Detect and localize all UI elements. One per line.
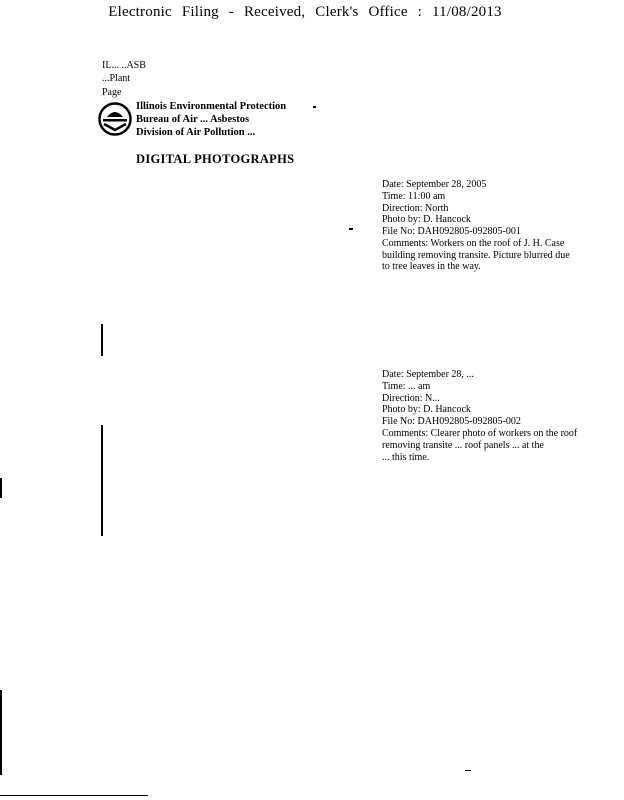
photo1-time: Time: 11:00 am bbox=[382, 191, 446, 202]
photo2-time: Time: ... am bbox=[382, 381, 431, 392]
page-footer-line bbox=[0, 795, 148, 796]
photo1-comments-3: to tree leaves in the way. bbox=[382, 261, 481, 272]
scan-speck bbox=[349, 228, 353, 230]
scan-speck-bottom bbox=[465, 770, 471, 771]
photo1-direction: Direction: North bbox=[382, 203, 449, 214]
agency-name-line-2: Bureau of Air ... Asbestos bbox=[136, 114, 250, 125]
top-left-line-3: Page bbox=[102, 87, 122, 98]
photo2-comments-3: ... this time. bbox=[382, 452, 430, 463]
scan-speck-top bbox=[313, 106, 316, 108]
photo1-comments-1: Comments: Workers on the roof of J. H. Case bbox=[382, 238, 565, 249]
photo2-comments-1: Comments: Clearer photo of workers on the roof bbox=[382, 428, 578, 439]
photo2-file-no: File No: DAH092805-092805-002 bbox=[382, 416, 521, 427]
photo1-photographer: Photo by: D. Hancock bbox=[382, 214, 471, 225]
agency-name-line-3: Division of Air Pollution ... bbox=[136, 127, 256, 138]
section-title: DIGITAL PHOTOGRAPHS bbox=[136, 152, 295, 166]
top-left-line-2: ...Plant bbox=[102, 73, 131, 84]
scan-edge-mark bbox=[0, 478, 2, 498]
filing-stamp-header: Electronic Filing - Received, Clerk's Office : 11/08/2013 bbox=[108, 4, 502, 20]
photo2-direction: Direction: N... bbox=[382, 393, 440, 404]
photo2-frame-remnant bbox=[101, 425, 103, 536]
photo2-comments-2: removing transite ... roof panels ... at the bbox=[382, 440, 544, 451]
agency-name-line-1: Illinois Environmental Protection bbox=[136, 101, 287, 112]
photo1-comments-2: building removing transite. Picture blurred due bbox=[382, 250, 570, 261]
photo1-file-no: File No: DAH092805-092805-001 bbox=[382, 226, 521, 237]
top-left-line-1: IL... ..ASB bbox=[102, 60, 146, 71]
scan-edge-mark-lower bbox=[0, 690, 2, 775]
photo1-date: Date: September 28, 2005 bbox=[382, 179, 487, 190]
photo2-date: Date: September 28, ... bbox=[382, 369, 474, 380]
agency-seal-logo bbox=[98, 102, 132, 136]
photo1-frame-remnant bbox=[101, 324, 103, 356]
photo2-photographer: Photo by: D. Hancock bbox=[382, 404, 471, 415]
